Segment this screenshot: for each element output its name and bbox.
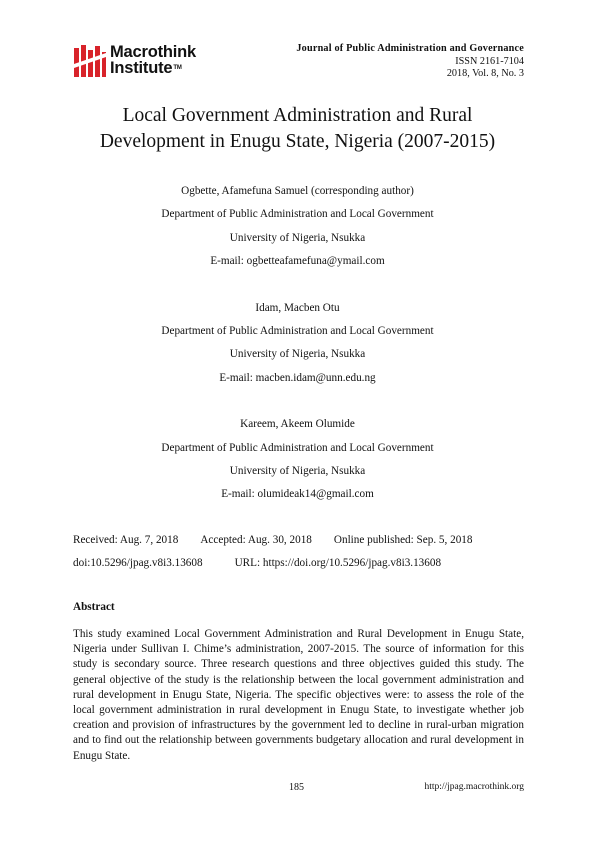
journal-issn: ISSN 2161-7104 [455,55,524,67]
author-name: Idam, Macben Otu [255,301,340,314]
page-number: 185 [289,782,304,793]
logo-tm: TM [173,65,182,71]
received-date: Received: Aug. 7, 2018 [73,534,179,546]
author-department: Department of Public Administration and Local Government [161,208,434,221]
journal-info [296,43,524,81]
paper-title [40,103,555,155]
author-name: Kareem, Akeem Olumide [240,418,355,431]
author-university: University of Nigeria, Nsukka [229,465,366,478]
publication-meta [73,529,472,575]
title-line-1: Local Government Administration and Rural [122,105,473,126]
accepted-date: Accepted: Aug. 30, 2018 [200,534,312,546]
author-email[interactable]: E-mail: olumideak14@gmail.com [221,488,374,501]
abstract-heading: Abstract [73,601,115,613]
author-university: University of Nigeria, Nsukka [229,348,366,361]
author-email[interactable]: E-mail: macben.idam@unn.edu.ng [219,371,376,384]
author-block [0,297,595,391]
doi-url[interactable]: URL: https://doi.org/10.5296/jpag.v8i3.13608 [234,557,442,569]
doi[interactable]: doi:10.5296/jpag.v8i3.13608 [73,557,203,569]
author-list [0,180,595,507]
journal-volume: 2018, Vol. 8, No. 3 [446,68,524,80]
author-email[interactable]: E-mail: ogbetteafamefuna@ymail.com [210,255,385,268]
footer-website-link[interactable]: http://jpag.macrothink.org [424,782,524,792]
author-block [0,413,595,507]
abstract-text: This study examined Local Government Administration and Rural Development in Enugu State, Nigeria under Sullivan I. Chime’s administration, 2007-2015. The source of information for this study is secondary source. Three research questions and three objectives guided this study. The general objective of the study is the relationship between the local government administration and rural development in Enugu State, Nigeria. The specific objectives were: to assess the role of the local government administration in rural development in Enugu State, to investigate whether job creation and provision of infrastructures by the government led to decline in rural-urban migration and to find out the relationship between governments budgetary allocation and rural development in Enugu State. [73,628,524,762]
journal-name: Journal of Public Administration and Governance [296,43,524,54]
author-department: Department of Public Administration and Local Government [161,441,434,454]
published-date: Online published: Sep. 5, 2018 [333,534,473,546]
logo-wordmark [110,44,196,76]
logo-line2: Institute [110,59,173,77]
logo-line1: Macrothink [110,43,197,61]
author-department: Department of Public Administration and Local Government [161,325,434,338]
author-name: Ogbette, Afamefuna Samuel (corresponding author) [181,185,414,197]
author-block [0,180,595,274]
author-university: University of Nigeria, Nsukka [229,231,366,244]
publisher-logo [73,44,233,78]
macrothink-logo-icon [73,44,107,78]
title-line-2: Development in Enugu State, Nigeria (2007-2015) [99,131,496,152]
